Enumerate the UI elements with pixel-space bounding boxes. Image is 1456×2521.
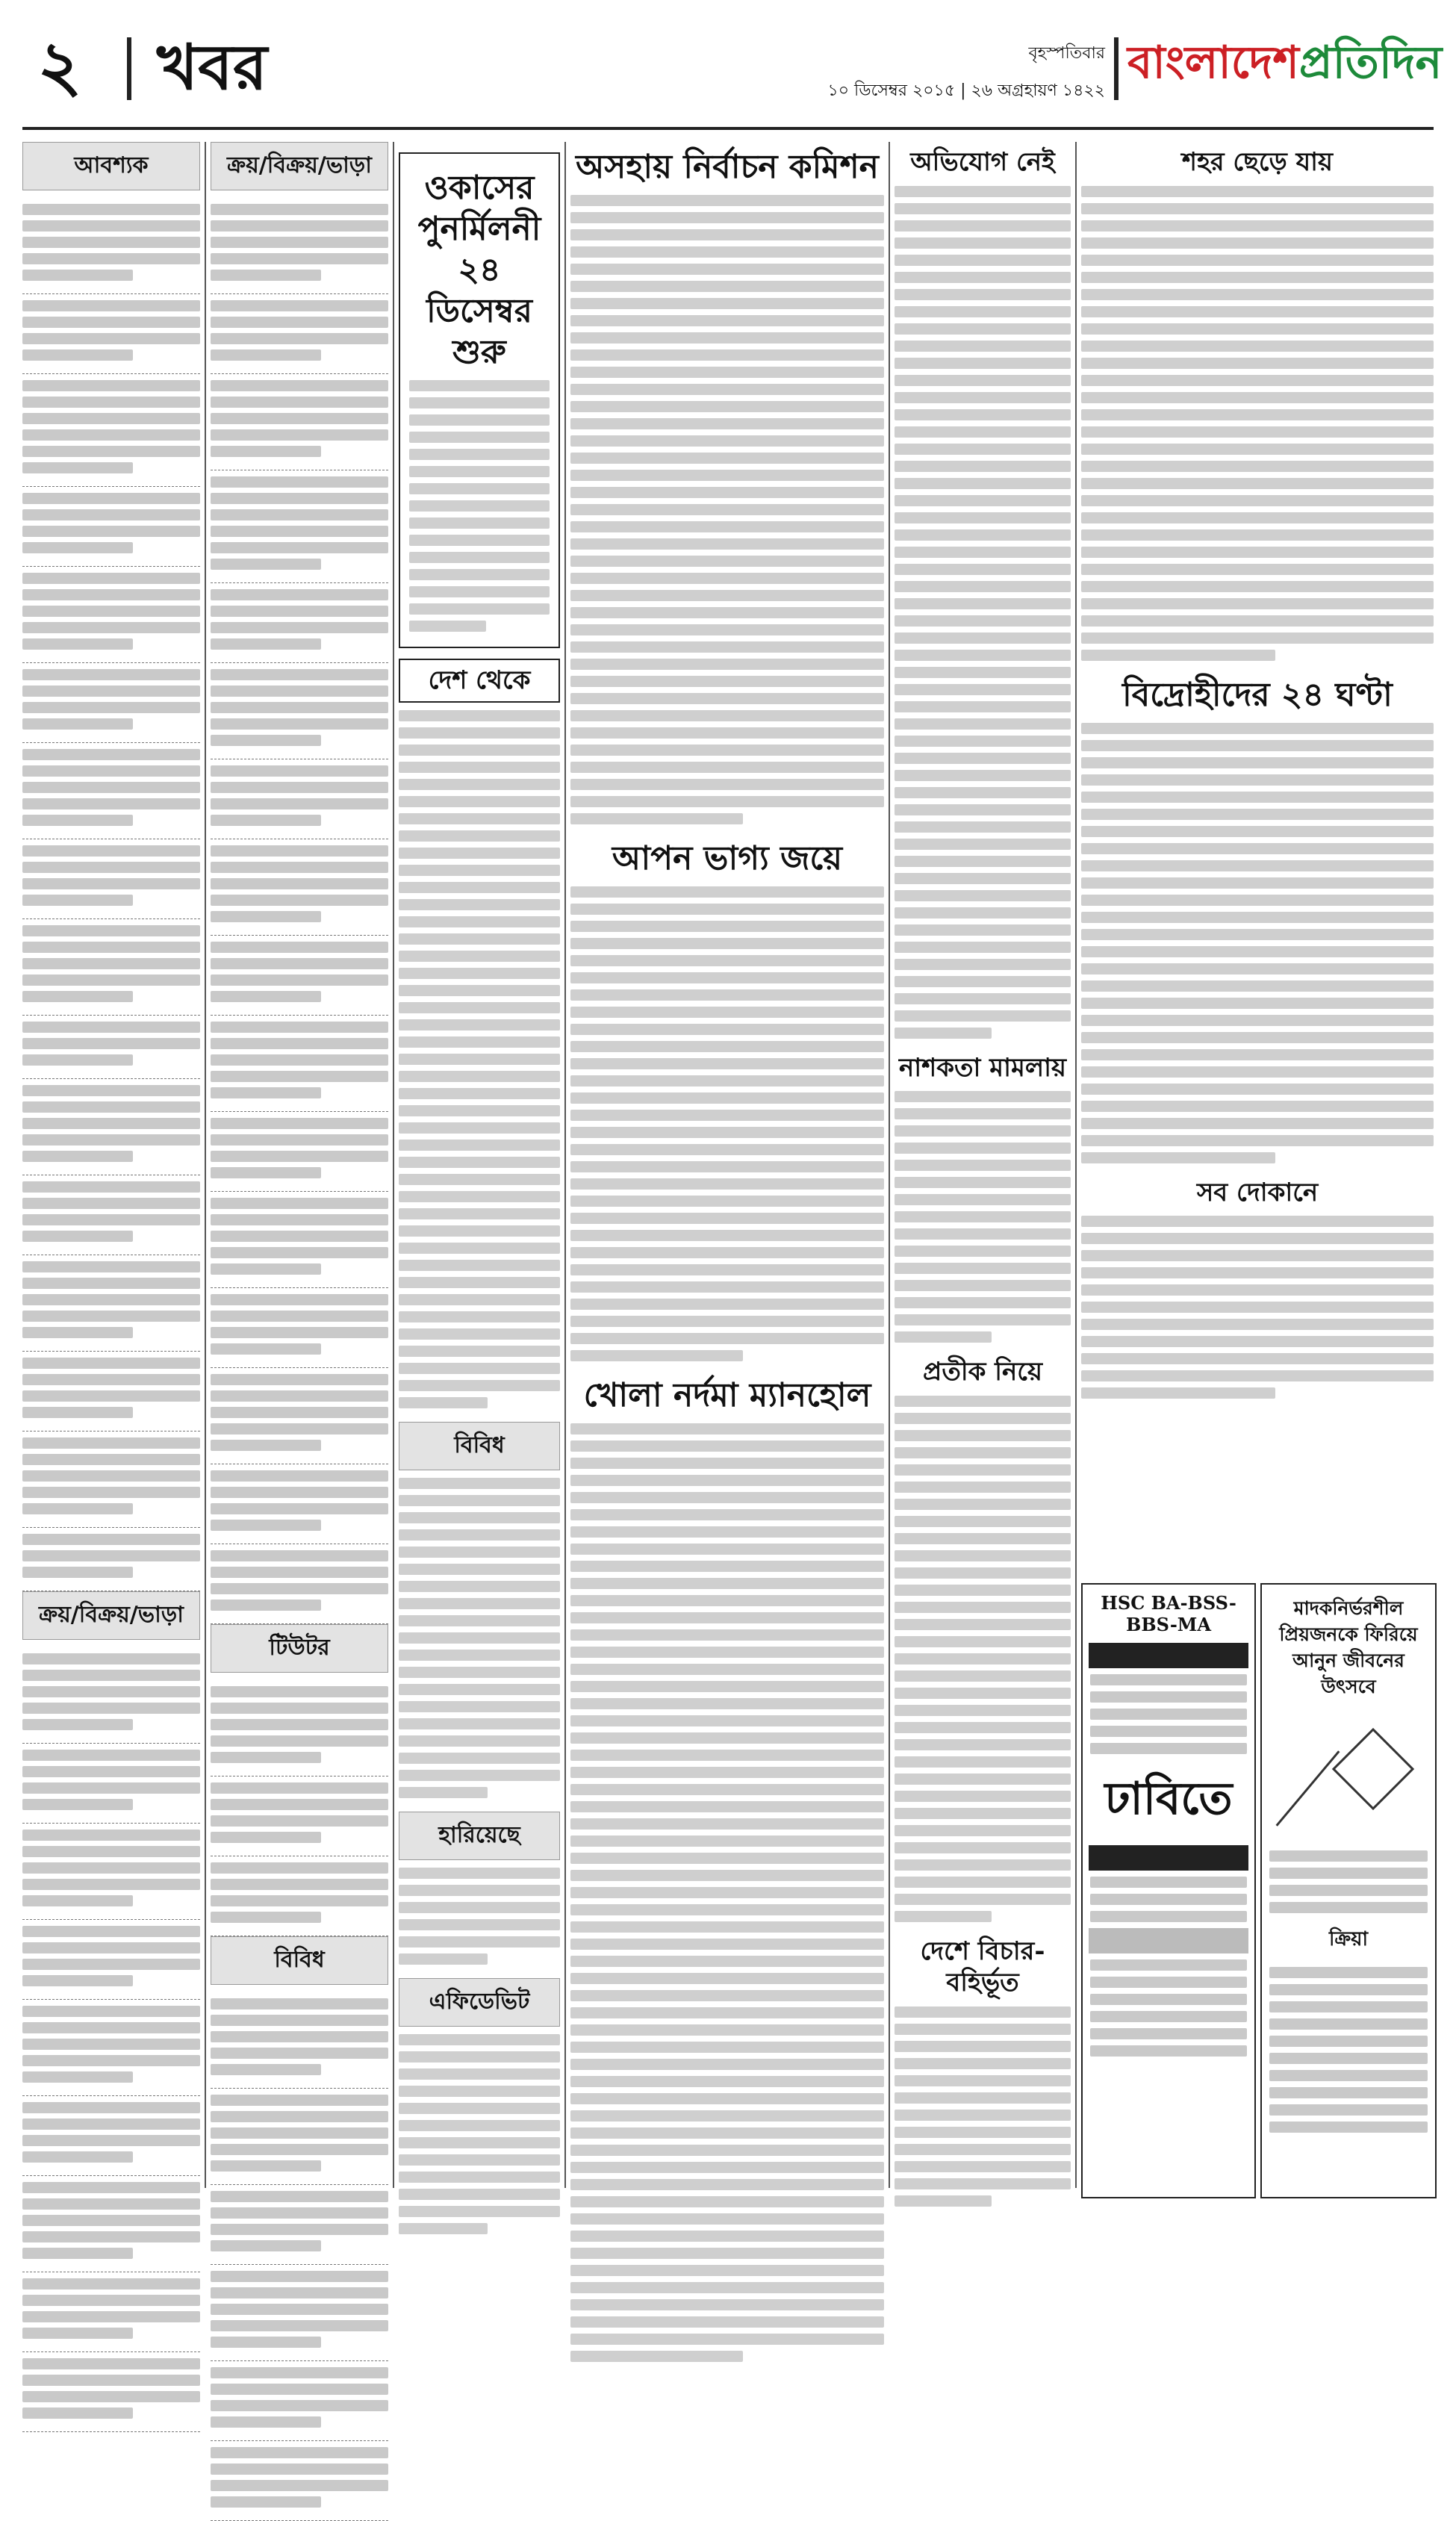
- story-title: সব দোকানে: [1196, 1177, 1319, 1207]
- classified-ad: [211, 936, 388, 1016]
- story-body: [409, 380, 550, 632]
- story-title: এফিডেভিট: [399, 1978, 560, 2027]
- story-body: [399, 1478, 560, 1798]
- story-body: [570, 195, 884, 824]
- story-shops: [1081, 1177, 1434, 1399]
- classified-ad: [22, 1824, 200, 1920]
- classified-heading: ক্রয়/বিক্রয়/ভাড়া: [22, 1591, 200, 1640]
- story-body: [399, 710, 560, 1408]
- column-divider: [1075, 142, 1077, 2188]
- classified-ad: [211, 1112, 388, 1192]
- classified-ad: [211, 663, 388, 759]
- classified-ad: [22, 1920, 200, 2000]
- classified-ad: [22, 919, 200, 1016]
- classified-ad: [22, 839, 200, 919]
- classified-ad: [211, 1192, 388, 1288]
- story-rebels: [1081, 674, 1434, 1163]
- classifieds-column-2: [211, 142, 388, 2521]
- classified-ad: [22, 1352, 200, 1432]
- classified-ad: [22, 1744, 200, 1824]
- rehab-ad-headline: মাদকনির্ভরশীল প্রিয়জনকে ফিরিয়ে আনুন জীবনের উৎসবে: [1279, 1597, 1418, 1697]
- rehab-brand-name: ক্রিয়া: [1328, 1928, 1369, 1950]
- classified-ad: [211, 1016, 388, 1112]
- news-column-7: [1081, 142, 1434, 1412]
- story-title: অভিযোগ নেই: [910, 147, 1055, 177]
- classified-ad: [22, 1079, 200, 1175]
- classified-ad: [211, 1992, 388, 2089]
- classified-ad: [211, 1464, 388, 1544]
- story-title: বিদ্রোহীদের ২৪ ঘণ্টা: [1122, 675, 1393, 714]
- classified-ad: [22, 1528, 200, 1591]
- classified-ad: [22, 2096, 200, 2176]
- classified-ad: [22, 743, 200, 839]
- classified-ad: [211, 294, 388, 374]
- story-symbol: [895, 1356, 1071, 1922]
- classified-ad: [211, 1856, 388, 1936]
- news-column-4: [570, 142, 884, 2375]
- classified-ad: [211, 2441, 388, 2521]
- classified-ad: [22, 2000, 200, 2096]
- classified-ad: [211, 583, 388, 663]
- story-justice: [895, 1936, 1071, 2207]
- classified-ad: [211, 1544, 388, 1624]
- story-title: আপন ভাগ্য জয়ে: [612, 839, 843, 877]
- classified-ad: [22, 198, 200, 294]
- classified-ad: [22, 2176, 200, 2272]
- classified-ad: [211, 1288, 388, 1368]
- day-label: বৃহস্পতিবার: [1028, 44, 1105, 63]
- classified-ad: [211, 470, 388, 583]
- masthead-logo: [1127, 31, 1443, 94]
- story-title: ওকাসের পুনর্মিলনী ২৪ ডিসেম্বর শুরু: [417, 169, 541, 371]
- classified-heading: বিবিধ: [211, 1936, 388, 1985]
- story-body: [895, 186, 1071, 1039]
- classified-heading: আবশ্যক: [22, 142, 200, 190]
- classified-ad: [211, 1680, 388, 1776]
- story-misc: [399, 1422, 560, 1798]
- classified-heading: ক্রয়/বিক্রয়/ভাড়া: [211, 142, 388, 190]
- kite-string: [1276, 1750, 1340, 1827]
- rehab-ad-panel: [1260, 1583, 1437, 2198]
- classified-ad: [22, 487, 200, 567]
- story-body: [895, 2006, 1071, 2207]
- story-body: [1081, 723, 1434, 1163]
- classified-ad: [211, 2361, 388, 2441]
- column-divider: [205, 142, 206, 2188]
- story-title: দেশ থেকে: [399, 659, 560, 703]
- masthead-part-2: প্রতিদিন: [1298, 37, 1443, 89]
- exam-ad-badge: HSC BA-BSS-BBS-MA: [1101, 1592, 1236, 1635]
- story-title: শহর ছেড়ে যায়: [1181, 147, 1334, 177]
- classified-ad: [22, 1432, 200, 1528]
- story-title: বিবিধ: [399, 1422, 560, 1470]
- story-title: দেশে বিচার-বহির্ভূত: [920, 1936, 1045, 1998]
- story-lost: [399, 1812, 560, 1965]
- story-title: নাশকতা মামলায়: [898, 1052, 1067, 1083]
- classified-ad: [22, 1175, 200, 1255]
- ad-band: [1089, 1643, 1248, 1668]
- section-name: খবর: [157, 30, 268, 104]
- classified-ad: [22, 567, 200, 663]
- classified-ad: [211, 198, 388, 294]
- column-divider: [564, 142, 566, 2188]
- news-column-6: [895, 142, 1071, 2220]
- classified-ad: [22, 374, 200, 487]
- classified-ad: [211, 759, 388, 839]
- story-title: হারিয়েছে: [399, 1812, 560, 1860]
- story-body: [399, 1868, 560, 1965]
- story-title: খোলা নর্দমা ম্যানহোল: [583, 1376, 871, 1414]
- story-reunion: [399, 152, 560, 648]
- story-title: অসহায় নির্বাচন কমিশন: [576, 148, 879, 186]
- classified-ad: [211, 1368, 388, 1464]
- story-sabotage-case: [895, 1052, 1071, 1343]
- ad-band: [1089, 1845, 1248, 1871]
- header-divider: [1114, 37, 1119, 100]
- page-header: [22, 15, 1443, 130]
- column-divider: [393, 142, 394, 2188]
- dhabite-ad-title: ঢাবিতে: [1104, 1773, 1233, 1825]
- story-city: [1081, 146, 1434, 661]
- story-body: [399, 2034, 560, 2234]
- classified-ad: [211, 1776, 388, 1856]
- story-body: [895, 1396, 1071, 1922]
- classified-ad: [22, 2352, 200, 2432]
- classified-ad: [211, 374, 388, 470]
- classified-ad: [22, 663, 200, 743]
- story-body: [1081, 1216, 1434, 1399]
- kite-icon: [1332, 1728, 1414, 1810]
- story-title: প্রতীক নিয়ে: [923, 1357, 1042, 1387]
- story-body: [570, 886, 884, 1361]
- classified-ad: [22, 294, 200, 374]
- story-country: [399, 659, 560, 1408]
- classified-ad: [211, 2185, 388, 2265]
- story-helpless-ec: [570, 146, 884, 824]
- column-divider: [889, 142, 890, 2188]
- ad-band: [1089, 1928, 1248, 1953]
- classified-ad: [22, 1647, 200, 1744]
- header-divider: [127, 37, 131, 100]
- story-fate: [570, 838, 884, 1361]
- classified-ad: [211, 2089, 388, 2185]
- story-manhole: [570, 1375, 884, 2362]
- classified-ad: [22, 2272, 200, 2352]
- story-body: [1081, 186, 1434, 661]
- classified-ad: [211, 839, 388, 936]
- masthead-part-1: বাংলাদেশ: [1127, 37, 1299, 89]
- story-body: [895, 1091, 1071, 1343]
- kite-illustration: [1262, 1710, 1435, 1844]
- classified-ad: [211, 2265, 388, 2361]
- news-column-3: [399, 142, 560, 2248]
- story-no-complaint: [895, 146, 1071, 1039]
- classified-ad: [22, 1016, 200, 1079]
- page-number: ২: [37, 25, 82, 106]
- classifieds-column-1: [22, 142, 200, 2432]
- classified-heading: টিউটর: [211, 1624, 388, 1673]
- exam-ad-panel: [1081, 1583, 1256, 2198]
- date-label: ১০ ডিসেম্বর ২০১৫ | ২৬ অগ্রহায়ণ ১৪২২: [827, 81, 1105, 100]
- story-body: [570, 1423, 884, 2362]
- story-affidavit: [399, 1978, 560, 2234]
- classified-ad: [22, 1255, 200, 1352]
